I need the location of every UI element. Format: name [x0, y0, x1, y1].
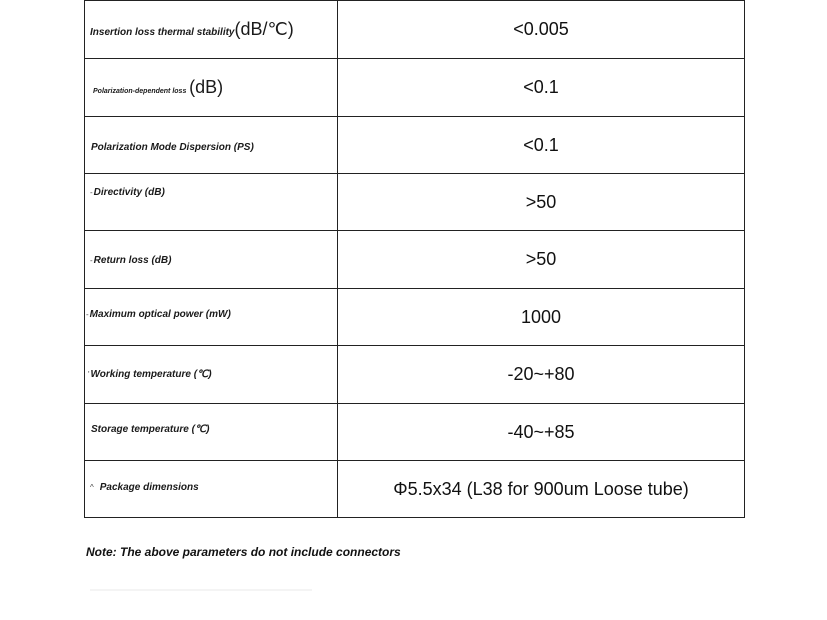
value-cell: 1000: [338, 289, 745, 346]
table-row: [85, 174, 745, 231]
divider: [90, 589, 312, 591]
value-cell: >50: [338, 174, 745, 231]
footnote: Note: The above parameters do not include connectors: [86, 545, 401, 559]
param-label: Package dimensions: [99, 481, 199, 493]
param-cell: [85, 346, 338, 404]
table-row: [85, 231, 745, 289]
param-unit: (dB): [189, 77, 224, 97]
param-cell: [85, 231, 338, 289]
value-cell: <0.1: [338, 59, 745, 117]
param-cell: [85, 1, 338, 59]
table-row: [85, 404, 745, 461]
table-row: [85, 59, 745, 117]
tick-mark-icon: -: [90, 188, 93, 197]
param-label: Working temperature (℃): [90, 369, 212, 380]
param-cell: [85, 174, 338, 231]
value-cell: <0.005: [338, 1, 745, 59]
param-cell: [85, 404, 338, 461]
tick-mark-icon: -: [90, 256, 93, 265]
value-cell: -20~+80: [338, 346, 745, 404]
tick-mark-icon: ': [88, 370, 90, 379]
table-row: [85, 289, 745, 346]
param-unit: (dB/℃): [234, 19, 294, 39]
table-row: [85, 117, 745, 174]
tick-mark-icon: -: [86, 309, 89, 319]
tick-mark-icon: ^: [90, 482, 94, 492]
param-label: Maximum optical power (mW): [89, 308, 231, 320]
table-row: [85, 1, 745, 59]
specification-table: [84, 0, 745, 518]
param-cell: [85, 289, 338, 346]
value-cell: <0.1: [338, 117, 745, 174]
value-cell: >50: [338, 231, 745, 289]
param-cell: [85, 117, 338, 174]
param-label: Polarization Mode Dispersion (PS): [91, 141, 254, 153]
param-label: Polarization-dependent loss: [93, 88, 187, 95]
table-row: [85, 346, 745, 404]
value-cell: -40~+85: [338, 404, 745, 461]
param-label: Directivity (dB): [93, 187, 165, 198]
table-row: [85, 461, 745, 518]
param-label: Return loss (dB): [93, 255, 172, 266]
value-cell: Φ5.5x34 (L38 for 900um Loose tube): [338, 461, 745, 518]
param-cell: [85, 461, 338, 518]
param-label: Storage temperature (℃): [91, 423, 210, 435]
param-label: Insertion loss thermal stability: [90, 27, 235, 38]
param-cell: [85, 59, 338, 117]
